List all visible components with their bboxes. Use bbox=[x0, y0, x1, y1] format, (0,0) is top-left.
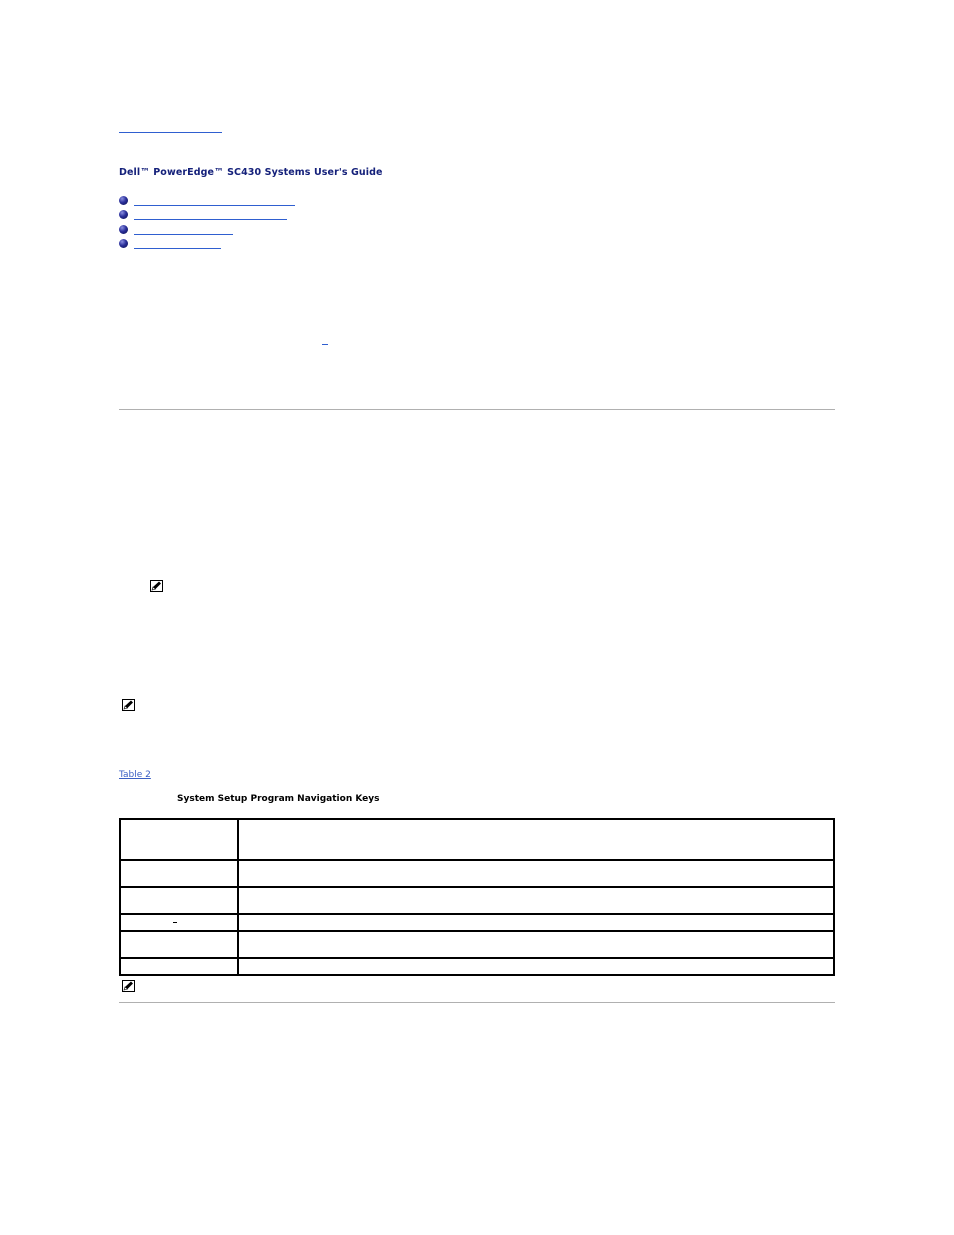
table-header-key bbox=[120, 819, 238, 860]
back-to-contents-link[interactable] bbox=[119, 118, 222, 133]
toc-link[interactable] bbox=[134, 209, 287, 220]
toc-link[interactable] bbox=[134, 224, 233, 235]
navigation-keys-table bbox=[119, 818, 835, 976]
table-cell-key bbox=[120, 931, 238, 958]
toc-link[interactable] bbox=[134, 238, 221, 249]
table-link[interactable]: Table 2 bbox=[119, 770, 151, 780]
table-cell-action bbox=[238, 887, 834, 914]
inline-link-mark[interactable] bbox=[322, 344, 328, 345]
section-divider bbox=[119, 409, 835, 410]
table-row bbox=[120, 887, 834, 914]
table-cell-action bbox=[238, 860, 834, 887]
toc-link[interactable] bbox=[134, 195, 295, 206]
table-row bbox=[120, 819, 834, 860]
table-cell-key bbox=[120, 860, 238, 887]
note-pencil-icon bbox=[122, 980, 135, 992]
note-pencil-icon bbox=[150, 580, 163, 592]
table-row bbox=[120, 931, 834, 958]
table-cell-key bbox=[120, 887, 238, 914]
toc-item[interactable] bbox=[119, 194, 295, 206]
guide-title: Dell™ PowerEdge™ SC430 Systems User's Guide bbox=[119, 167, 383, 178]
toc-item[interactable] bbox=[119, 237, 221, 249]
table-header-action bbox=[238, 819, 834, 860]
table-cell-key bbox=[120, 958, 238, 975]
table-cell-action bbox=[238, 914, 834, 931]
round-bullet-icon bbox=[119, 239, 128, 248]
table-row bbox=[120, 860, 834, 887]
section-divider bbox=[119, 1002, 835, 1003]
table-row bbox=[120, 914, 834, 931]
toc-item[interactable] bbox=[119, 223, 233, 235]
toc-item[interactable] bbox=[119, 208, 287, 220]
round-bullet-icon bbox=[119, 225, 128, 234]
table-cell-action bbox=[238, 931, 834, 958]
cell-mark bbox=[173, 922, 177, 923]
table-row bbox=[120, 958, 834, 975]
round-bullet-icon bbox=[119, 210, 128, 219]
note-pencil-icon bbox=[122, 699, 135, 711]
table-caption: System Setup Program Navigation Keys bbox=[177, 794, 380, 804]
table-cell-key bbox=[120, 914, 238, 931]
table-cell-action bbox=[238, 958, 834, 975]
round-bullet-icon bbox=[119, 196, 128, 205]
